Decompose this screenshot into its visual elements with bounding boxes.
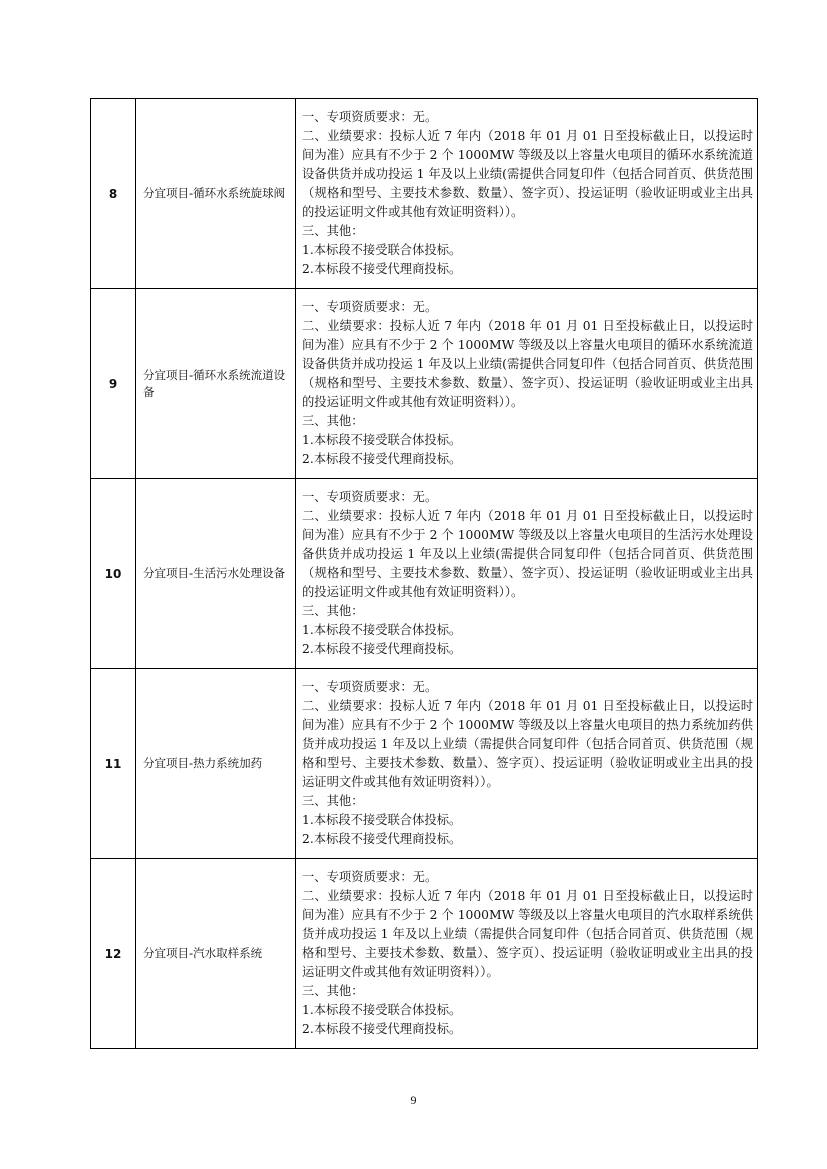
requirements-cell	[296, 669, 758, 859]
row-number: 12	[91, 859, 136, 1049]
requirements-cell	[296, 289, 758, 479]
table-row	[91, 669, 758, 859]
table-row	[91, 99, 758, 289]
other-item: 1.本标段不接受联合体投标。	[302, 813, 462, 827]
requirements-cell	[296, 99, 758, 289]
requirements-table	[90, 98, 758, 1049]
other-item: 2.本标段不接受代理商投标。	[302, 452, 462, 466]
table-row	[91, 859, 758, 1049]
qualification-line: 一、专项资质要求：无。	[302, 680, 438, 694]
other-heading: 三、其他：	[302, 984, 364, 998]
other-item: 1.本标段不接受联合体投标。	[302, 623, 462, 637]
page-number: 9	[410, 1093, 417, 1107]
performance-line: 二、业绩要求：投标人近 7 年内（2018 年 01 月 01 日至投标截止日，以投运时间为准）应具有不少于 2 个 1000MW 等级及以上容量火电项目的热力系统加药供货并成功投运 1 年及以上业绩（需提供合同复印件（包括合同首页、供货范围（规格和型号、主要技术参数、数量）、签字页）、投运证明（验收证明或业主出具的投运证明文件或其他有效证明资料））。	[302, 699, 753, 789]
other-item: 2.本标段不接受代理商投标。	[302, 262, 462, 276]
other-item: 1.本标段不接受联合体投标。	[302, 433, 462, 447]
other-item: 1.本标段不接受联合体投标。	[302, 243, 462, 257]
other-heading: 三、其他：	[302, 604, 364, 618]
other-item: 1.本标段不接受联合体投标。	[302, 1003, 462, 1017]
other-heading: 三、其他：	[302, 794, 364, 808]
qualification-line: 一、专项资质要求：无。	[302, 870, 438, 884]
row-number: 9	[91, 289, 136, 479]
performance-line: 二、业绩要求：投标人近 7 年内（2018 年 01 月 01 日至投标截止日，以投运时间为准）应具有不少于 2 个 1000MW 等级及以上容量火电项目的循环水系统流道设备供货并成功投运 1 年及以上业绩(需提供合同复印件（包括合同首页、供货范围（规格和型号、主要技术参数、数量）、签字页）、投运证明（验收证明或业主出具的投运证明文件或其他有效证明资料））。	[302, 129, 753, 219]
other-item: 2.本标段不接受代理商投标。	[302, 832, 462, 846]
item-name: 分宜项目-汽水取样系统	[136, 859, 296, 1049]
other-item: 2.本标段不接受代理商投标。	[302, 1022, 462, 1036]
other-item: 2.本标段不接受代理商投标。	[302, 642, 462, 656]
performance-line: 二、业绩要求：投标人近 7 年内（2018 年 01 月 01 日至投标截止日，以投运时间为准）应具有不少于 2 个 1000MW 等级及以上容量火电项目的生活污水处理设备供货并成功投运 1 年及以上业绩(需提供合同复印件（包括合同首页、供货范围（规格和型号、主要技术参数、数量）、签字页）、投运证明（验收证明或业主出具的投运证明文件或其他有效证明资料））。	[302, 509, 753, 599]
qualification-line: 一、专项资质要求：无。	[302, 300, 438, 314]
other-heading: 三、其他：	[302, 414, 364, 428]
other-heading: 三、其他：	[302, 224, 364, 238]
table-row	[91, 289, 758, 479]
item-name: 分宜项目-热力系统加药	[136, 669, 296, 859]
qualification-line: 一、专项资质要求：无。	[302, 110, 438, 124]
row-number: 8	[91, 99, 136, 289]
performance-line: 二、业绩要求：投标人近 7 年内（2018 年 01 月 01 日至投标截止日，以投运时间为准）应具有不少于 2 个 1000MW 等级及以上容量火电项目的循环水系统流道设备供货并成功投运 1 年及以上业绩(需提供合同复印件（包括合同首页、供货范围（规格和型号、主要技术参数、数量）、签字页）、投运证明（验收证明或业主出具的投运证明文件或其他有效证明资料））。	[302, 319, 753, 409]
row-number: 10	[91, 479, 136, 669]
requirements-cell	[296, 479, 758, 669]
requirements-cell	[296, 859, 758, 1049]
performance-line: 二、业绩要求：投标人近 7 年内（2018 年 01 月 01 日至投标截止日，以投运时间为准）应具有不少于 2 个 1000MW 等级及以上容量火电项目的汽水取样系统供货并成功投运 1 年及以上业绩（需提供合同复印件（包括合同首页、供货范围（规格和型号、主要技术参数、数量）、签字页）、投运证明（验收证明或业主出具的投运证明文件或其他有效证明资料））。	[302, 889, 753, 979]
item-name: 分宜项目-循环水系统流道设备	[136, 289, 296, 479]
item-name: 分宜项目-循环水系统旋球阀	[136, 99, 296, 289]
item-name: 分宜项目-生活污水处理设备	[136, 479, 296, 669]
row-number: 11	[91, 669, 136, 859]
table-row	[91, 479, 758, 669]
qualification-line: 一、专项资质要求：无。	[302, 490, 438, 504]
